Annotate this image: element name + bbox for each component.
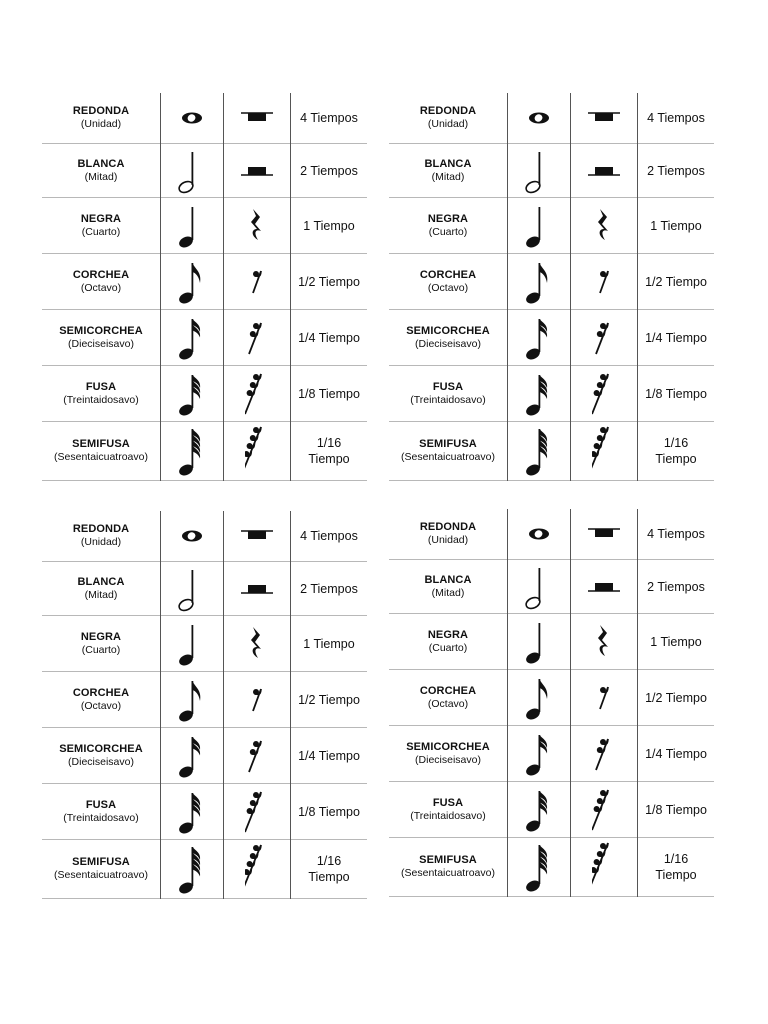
sixty-fourth-note-icon bbox=[161, 840, 223, 898]
note-name-cell bbox=[42, 93, 160, 143]
note-fraction-name: (Dieciseisavo) bbox=[415, 337, 481, 350]
note-name-cell bbox=[389, 509, 507, 559]
note-name-cell bbox=[389, 254, 507, 309]
note-row bbox=[42, 422, 367, 481]
note-row bbox=[42, 616, 367, 672]
note-fraction-name: (Sesentaicuatroavo) bbox=[401, 867, 495, 879]
note-row bbox=[389, 144, 714, 198]
note-fraction-name: (Mitad) bbox=[431, 170, 465, 183]
quarter-rest-icon bbox=[571, 198, 637, 253]
beats-cell bbox=[291, 840, 367, 898]
note-name: NEGRA bbox=[427, 628, 469, 641]
note-name: SEMICORCHEA bbox=[406, 740, 490, 753]
sixty-fourth-note-icon bbox=[161, 422, 223, 480]
note-name-cell bbox=[42, 511, 160, 561]
note-row bbox=[42, 254, 367, 310]
thirty-second-rest-icon bbox=[224, 366, 290, 421]
beats-cell bbox=[638, 93, 714, 143]
beat-count: 1/2 Tiempo bbox=[645, 274, 707, 289]
sixty-fourth-rest-icon bbox=[224, 840, 290, 898]
beat-count: 1/4 Tiempo bbox=[298, 748, 360, 763]
beat-count: 1/8 Tiempo bbox=[645, 386, 707, 401]
column-divider bbox=[570, 509, 571, 897]
note-fraction-name: (Cuarto) bbox=[428, 641, 468, 654]
note-name: REDONDA bbox=[419, 105, 477, 117]
note-fraction-name: (Dieciseisavo) bbox=[68, 337, 134, 350]
eighth-rest-icon bbox=[224, 672, 290, 727]
note-name: CORCHEA bbox=[72, 268, 130, 281]
note-row bbox=[42, 144, 367, 198]
note-name: FUSA bbox=[85, 380, 117, 393]
note-fraction-name: (Unidad) bbox=[427, 118, 469, 130]
sixty-fourth-rest-icon bbox=[224, 422, 290, 480]
beats-cell bbox=[291, 144, 367, 197]
eighth-note-icon bbox=[161, 254, 223, 309]
note-fraction-name: (Octavo) bbox=[80, 281, 122, 294]
beat-count: 1/8 Tiempo bbox=[645, 802, 707, 817]
note-fraction-name: (Cuarto) bbox=[81, 225, 121, 238]
note-fraction-name: (Octavo) bbox=[427, 697, 469, 710]
beats-cell bbox=[291, 784, 367, 839]
sixteenth-note-icon bbox=[508, 310, 570, 365]
note-name: SEMICORCHEA bbox=[59, 324, 143, 337]
beat-count: 2 Tiempos bbox=[647, 579, 705, 594]
beats-cell bbox=[638, 254, 714, 309]
whole-note-icon bbox=[508, 93, 570, 143]
half-rest-icon bbox=[224, 144, 290, 197]
note-name-cell bbox=[389, 93, 507, 143]
beat-count: 4 Tiempos bbox=[300, 111, 358, 125]
beat-count: 1 Tiempo bbox=[303, 636, 355, 651]
note-name-cell bbox=[42, 840, 160, 898]
beat-count: 1/8 Tiempo bbox=[298, 386, 360, 401]
eighth-note-icon bbox=[508, 670, 570, 725]
note-row bbox=[42, 672, 367, 728]
note-name-cell bbox=[42, 784, 160, 839]
note-name: NEGRA bbox=[80, 212, 122, 225]
sixty-fourth-rest-icon bbox=[571, 422, 637, 480]
note-row bbox=[389, 614, 714, 670]
eighth-rest-icon bbox=[571, 254, 637, 309]
note-fraction-name: (Treintaidosavo) bbox=[63, 393, 139, 406]
whole-rest-icon bbox=[571, 509, 637, 559]
sixteenth-rest-icon bbox=[571, 310, 637, 365]
note-row bbox=[389, 560, 714, 614]
half-rest-icon bbox=[224, 562, 290, 615]
note-row bbox=[42, 728, 367, 784]
beats-cell bbox=[291, 93, 367, 143]
column-divider bbox=[507, 93, 508, 481]
quarter-rest-icon bbox=[224, 198, 290, 253]
note-name: BLANCA bbox=[77, 157, 125, 170]
sixteenth-note-icon bbox=[161, 310, 223, 365]
note-name: SEMICORCHEA bbox=[59, 742, 143, 755]
note-name: SEMIFUSA bbox=[419, 438, 477, 450]
quarter-note-icon bbox=[161, 616, 223, 671]
column-divider bbox=[637, 509, 638, 897]
sixty-fourth-rest-icon bbox=[571, 838, 637, 896]
note-row bbox=[389, 254, 714, 310]
note-name-cell bbox=[389, 560, 507, 613]
beats-cell bbox=[291, 254, 367, 309]
note-fraction-name: (Unidad) bbox=[80, 536, 122, 548]
note-name: REDONDA bbox=[72, 105, 130, 117]
column-divider bbox=[637, 93, 638, 481]
note-name: NEGRA bbox=[427, 212, 469, 225]
thirty-second-note-icon bbox=[161, 366, 223, 421]
note-fraction-name: (Mitad) bbox=[84, 170, 118, 183]
beats-cell bbox=[291, 728, 367, 783]
beats-cell bbox=[638, 144, 714, 197]
sixteenth-note-icon bbox=[508, 726, 570, 781]
note-name: NEGRA bbox=[80, 630, 122, 643]
beats-cell bbox=[291, 511, 367, 561]
beat-count: 1/8 Tiempo bbox=[298, 804, 360, 819]
note-name-cell bbox=[389, 614, 507, 669]
whole-note-icon bbox=[508, 509, 570, 559]
note-value-chart bbox=[389, 93, 714, 481]
note-name-cell bbox=[389, 422, 507, 480]
note-row bbox=[42, 198, 367, 254]
note-name-cell bbox=[389, 782, 507, 837]
whole-rest-icon bbox=[224, 511, 290, 561]
thirty-second-note-icon bbox=[161, 784, 223, 839]
sixteenth-note-icon bbox=[161, 728, 223, 783]
note-fraction-name: (Sesentaicuatroavo) bbox=[401, 451, 495, 463]
note-fraction-name: (Unidad) bbox=[427, 534, 469, 546]
note-value-chart bbox=[389, 509, 714, 897]
beats-cell bbox=[291, 198, 367, 253]
note-name-cell bbox=[42, 254, 160, 309]
note-row bbox=[389, 726, 714, 782]
sixteenth-rest-icon bbox=[224, 310, 290, 365]
note-name-cell bbox=[42, 198, 160, 253]
note-row bbox=[389, 310, 714, 366]
note-fraction-name: (Treintaidosavo) bbox=[410, 393, 486, 406]
beat-count: 1/2 Tiempo bbox=[298, 274, 360, 289]
half-note-icon bbox=[508, 560, 570, 613]
note-fraction-name: (Sesentaicuatroavo) bbox=[54, 869, 148, 881]
note-name: SEMICORCHEA bbox=[406, 324, 490, 337]
beat-count: 1/4 Tiempo bbox=[645, 330, 707, 345]
note-name-cell bbox=[389, 144, 507, 197]
column-divider bbox=[570, 93, 571, 481]
beat-count: 1/16 Tiempo bbox=[308, 436, 350, 466]
thirty-second-rest-icon bbox=[224, 784, 290, 839]
beat-count: 1 Tiempo bbox=[650, 634, 702, 649]
note-fraction-name: (Octavo) bbox=[80, 699, 122, 712]
whole-note-icon bbox=[161, 511, 223, 561]
beat-count: 2 Tiempos bbox=[647, 163, 705, 178]
note-fraction-name: (Cuarto) bbox=[81, 643, 121, 656]
note-row bbox=[42, 310, 367, 366]
beat-count: 1/16 Tiempo bbox=[655, 436, 697, 466]
whole-rest-icon bbox=[571, 93, 637, 143]
beat-count: 1/16 Tiempo bbox=[655, 852, 697, 882]
thirty-second-rest-icon bbox=[571, 366, 637, 421]
note-row bbox=[389, 198, 714, 254]
beats-cell bbox=[638, 310, 714, 365]
beats-cell bbox=[638, 198, 714, 253]
note-row bbox=[389, 782, 714, 838]
column-divider bbox=[160, 511, 161, 899]
beat-count: 1/2 Tiempo bbox=[645, 690, 707, 705]
beats-cell bbox=[291, 616, 367, 671]
note-name: SEMIFUSA bbox=[72, 856, 130, 868]
note-name: SEMIFUSA bbox=[72, 438, 130, 450]
note-fraction-name: (Mitad) bbox=[84, 588, 118, 601]
note-fraction-name: (Cuarto) bbox=[428, 225, 468, 238]
note-name-cell bbox=[389, 366, 507, 421]
beat-count: 2 Tiempos bbox=[300, 581, 358, 596]
note-name: BLANCA bbox=[424, 573, 472, 586]
beat-count: 1/4 Tiempo bbox=[298, 330, 360, 345]
note-fraction-name: (Treintaidosavo) bbox=[63, 811, 139, 824]
sixteenth-rest-icon bbox=[571, 726, 637, 781]
note-name: CORCHEA bbox=[419, 268, 477, 281]
half-note-icon bbox=[508, 144, 570, 197]
half-note-icon bbox=[161, 562, 223, 615]
note-row bbox=[42, 366, 367, 422]
beats-cell bbox=[291, 672, 367, 727]
note-name: FUSA bbox=[432, 796, 464, 809]
note-fraction-name: (Unidad) bbox=[80, 118, 122, 130]
note-name-cell bbox=[389, 838, 507, 896]
beats-cell bbox=[638, 366, 714, 421]
note-row bbox=[42, 840, 367, 899]
quarter-rest-icon bbox=[571, 614, 637, 669]
note-name: REDONDA bbox=[419, 521, 477, 533]
column-divider bbox=[290, 93, 291, 481]
quarter-rest-icon bbox=[224, 616, 290, 671]
beats-cell bbox=[291, 422, 367, 480]
note-name-cell bbox=[42, 310, 160, 365]
note-name: REDONDA bbox=[72, 523, 130, 535]
note-name: FUSA bbox=[85, 798, 117, 811]
beats-cell bbox=[638, 614, 714, 669]
note-row bbox=[42, 562, 367, 616]
sixty-fourth-note-icon bbox=[508, 422, 570, 480]
quarter-note-icon bbox=[508, 198, 570, 253]
beat-count: 1/2 Tiempo bbox=[298, 692, 360, 707]
note-row bbox=[42, 93, 367, 144]
beat-count: 4 Tiempos bbox=[647, 527, 705, 541]
note-name-cell bbox=[42, 728, 160, 783]
note-name: CORCHEA bbox=[419, 684, 477, 697]
eighth-rest-icon bbox=[224, 254, 290, 309]
eighth-note-icon bbox=[508, 254, 570, 309]
beats-cell bbox=[638, 726, 714, 781]
note-row bbox=[389, 422, 714, 481]
sixty-fourth-note-icon bbox=[508, 838, 570, 896]
thirty-second-note-icon bbox=[508, 782, 570, 837]
note-fraction-name: (Dieciseisavo) bbox=[415, 753, 481, 766]
column-divider bbox=[223, 511, 224, 899]
note-fraction-name: (Dieciseisavo) bbox=[68, 755, 134, 768]
note-row bbox=[42, 511, 367, 562]
note-value-chart bbox=[42, 511, 367, 899]
note-name-cell bbox=[42, 366, 160, 421]
beat-count: 1/4 Tiempo bbox=[645, 746, 707, 761]
eighth-rest-icon bbox=[571, 670, 637, 725]
beat-count: 4 Tiempos bbox=[300, 529, 358, 543]
beat-count: 1 Tiempo bbox=[303, 218, 355, 233]
column-divider bbox=[507, 509, 508, 897]
note-name-cell bbox=[42, 616, 160, 671]
note-name-cell bbox=[42, 144, 160, 197]
note-row bbox=[389, 509, 714, 560]
beat-count: 4 Tiempos bbox=[647, 111, 705, 125]
quarter-note-icon bbox=[508, 614, 570, 669]
note-name-cell bbox=[42, 562, 160, 615]
note-name-cell bbox=[42, 672, 160, 727]
note-fraction-name: (Treintaidosavo) bbox=[410, 809, 486, 822]
column-divider bbox=[160, 93, 161, 481]
note-fraction-name: (Octavo) bbox=[427, 281, 469, 294]
note-row bbox=[389, 366, 714, 422]
beats-cell bbox=[291, 310, 367, 365]
note-name-cell bbox=[389, 670, 507, 725]
note-row bbox=[389, 838, 714, 897]
beats-cell bbox=[638, 670, 714, 725]
note-fraction-name: (Sesentaicuatroavo) bbox=[54, 451, 148, 463]
beats-cell bbox=[291, 366, 367, 421]
note-name-cell bbox=[42, 422, 160, 480]
sixteenth-rest-icon bbox=[224, 728, 290, 783]
eighth-note-icon bbox=[161, 672, 223, 727]
beat-count: 1/16 Tiempo bbox=[308, 854, 350, 884]
beat-count: 2 Tiempos bbox=[300, 163, 358, 178]
half-note-icon bbox=[161, 144, 223, 197]
beats-cell bbox=[638, 560, 714, 613]
beats-cell bbox=[638, 782, 714, 837]
thirty-second-note-icon bbox=[508, 366, 570, 421]
quarter-note-icon bbox=[161, 198, 223, 253]
note-name: FUSA bbox=[432, 380, 464, 393]
note-row bbox=[389, 93, 714, 144]
note-name-cell bbox=[389, 726, 507, 781]
beat-count: 1 Tiempo bbox=[650, 218, 702, 233]
note-value-chart bbox=[42, 93, 367, 481]
beats-cell bbox=[638, 838, 714, 896]
note-name: SEMIFUSA bbox=[419, 854, 477, 866]
note-name: BLANCA bbox=[77, 575, 125, 588]
beats-cell bbox=[638, 509, 714, 559]
column-divider bbox=[290, 511, 291, 899]
note-row bbox=[42, 784, 367, 840]
beats-cell bbox=[638, 422, 714, 480]
note-name-cell bbox=[389, 310, 507, 365]
beats-cell bbox=[291, 562, 367, 615]
thirty-second-rest-icon bbox=[571, 782, 637, 837]
note-name: BLANCA bbox=[424, 157, 472, 170]
half-rest-icon bbox=[571, 560, 637, 613]
note-name-cell bbox=[389, 198, 507, 253]
note-row bbox=[389, 670, 714, 726]
half-rest-icon bbox=[571, 144, 637, 197]
note-fraction-name: (Mitad) bbox=[431, 586, 465, 599]
note-name: CORCHEA bbox=[72, 686, 130, 699]
column-divider bbox=[223, 93, 224, 481]
whole-rest-icon bbox=[224, 93, 290, 143]
whole-note-icon bbox=[161, 93, 223, 143]
